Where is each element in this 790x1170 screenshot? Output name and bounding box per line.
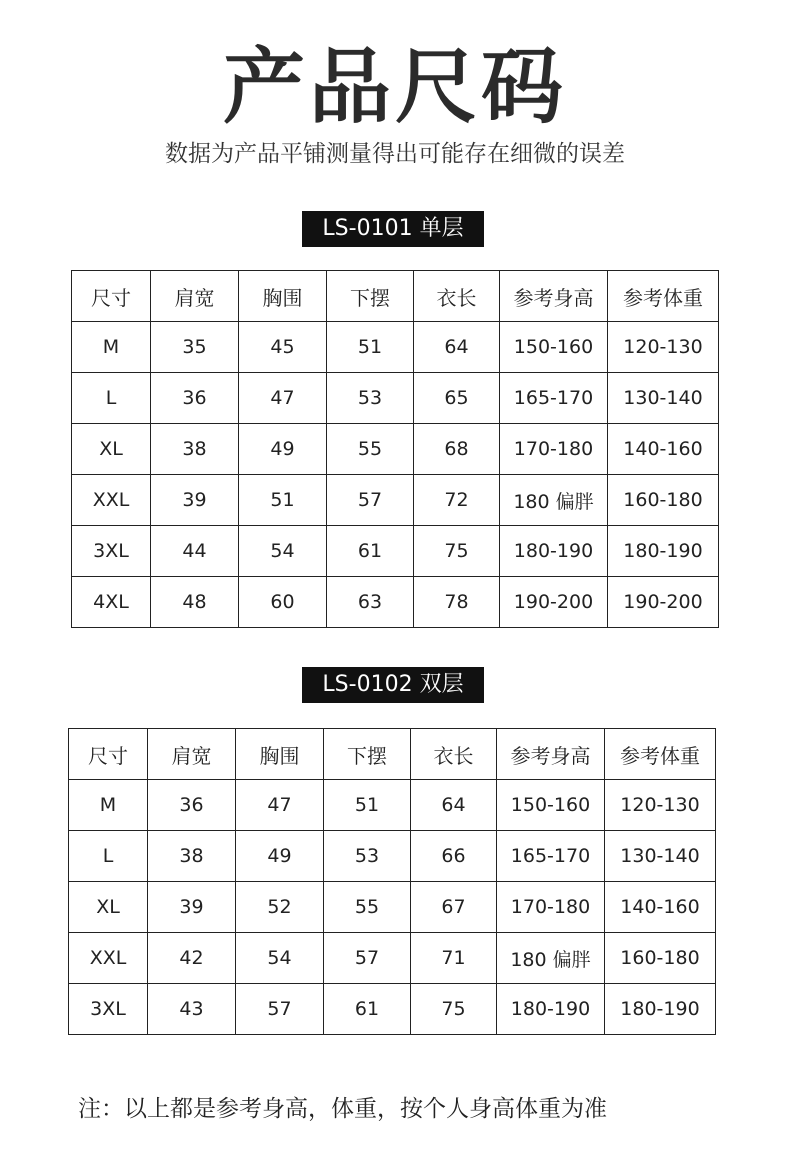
table-row [69, 882, 716, 933]
column-header: 下摆 [327, 271, 414, 322]
table-cell: 36 [148, 780, 236, 831]
table-row [69, 780, 716, 831]
table-cell: 54 [236, 933, 324, 984]
table-cell: 170-180 [500, 424, 608, 475]
size-cell: XXL [69, 933, 148, 984]
table-cell: 160-180 [605, 933, 716, 984]
table-cell: 35 [151, 322, 239, 373]
table-cell: 66 [411, 831, 497, 882]
size-cell: M [72, 322, 151, 373]
table-cell: 75 [411, 984, 497, 1035]
table-cell: 190-200 [608, 577, 719, 628]
table-cell: 57 [327, 475, 414, 526]
table-cell: 53 [327, 373, 414, 424]
size-cell: XL [72, 424, 151, 475]
size-cell: 4XL [72, 577, 151, 628]
table-cell: 51 [327, 322, 414, 373]
size-table-ls-0102 [68, 728, 716, 1035]
table-cell: 54 [239, 526, 327, 577]
page-title: 产品尺码 [222, 40, 567, 135]
table-cell: 140-160 [608, 424, 719, 475]
column-header: 参考体重 [608, 271, 719, 322]
table-cell: 165-170 [500, 373, 608, 424]
table-cell: 67 [411, 882, 497, 933]
table-cell: 165-170 [497, 831, 605, 882]
table-cell: 130-140 [605, 831, 716, 882]
size-cell: XXL [72, 475, 151, 526]
table-cell: 61 [324, 984, 411, 1035]
table-cell: 180-190 [608, 526, 719, 577]
table-cell: 180-190 [605, 984, 716, 1035]
page-subtitle: 数据为产品平铺测量得出可能存在细微的误差 [165, 141, 625, 167]
size-cell: 3XL [72, 526, 151, 577]
column-header: 下摆 [324, 729, 411, 780]
table-cell: 48 [151, 577, 239, 628]
table-cell: 120-130 [608, 322, 719, 373]
table-cell: 61 [327, 526, 414, 577]
table-cell: 130-140 [608, 373, 719, 424]
table-cell: 72 [414, 475, 500, 526]
column-header: 衣长 [411, 729, 497, 780]
table-cell: 120-130 [605, 780, 716, 831]
table-cell: 65 [414, 373, 500, 424]
size-cell: L [69, 831, 148, 882]
table-cell: 36 [151, 373, 239, 424]
table-header-row [69, 729, 716, 780]
table-row [72, 322, 719, 373]
table-cell: 190-200 [500, 577, 608, 628]
column-header: 参考身高 [500, 271, 608, 322]
table-cell: 78 [414, 577, 500, 628]
column-header: 参考体重 [605, 729, 716, 780]
table-cell: 170-180 [497, 882, 605, 933]
table-cell: 51 [239, 475, 327, 526]
table-row [69, 831, 716, 882]
table-cell: 47 [236, 780, 324, 831]
table-cell: 75 [414, 526, 500, 577]
column-header: 胸围 [236, 729, 324, 780]
table-cell: 57 [324, 933, 411, 984]
table-cell: 39 [151, 475, 239, 526]
table-cell: 49 [236, 831, 324, 882]
size-cell: M [69, 780, 148, 831]
column-header: 尺寸 [69, 729, 148, 780]
table-cell: 64 [414, 322, 500, 373]
table-cell: 51 [324, 780, 411, 831]
column-header: 尺寸 [72, 271, 151, 322]
table-cell: 71 [411, 933, 497, 984]
size-cell: L [72, 373, 151, 424]
table-cell: 140-160 [605, 882, 716, 933]
size-cell: XL [69, 882, 148, 933]
table-cell: 38 [151, 424, 239, 475]
table-cell: 68 [414, 424, 500, 475]
table-cell: 44 [151, 526, 239, 577]
table-cell: 53 [324, 831, 411, 882]
table-row [72, 373, 719, 424]
footnote: 注：以上都是参考身高，体重，按个人身高体重为准 [78, 1096, 607, 1122]
size-cell: 3XL [69, 984, 148, 1035]
column-header: 参考身高 [497, 729, 605, 780]
section-label-ls-0101: LS-0101 单层 [302, 211, 484, 247]
table-cell: 150-160 [500, 322, 608, 373]
table-cell: 45 [239, 322, 327, 373]
table-header-row [72, 271, 719, 322]
table-cell: 60 [239, 577, 327, 628]
table-cell: 38 [148, 831, 236, 882]
table-cell: 39 [148, 882, 236, 933]
table-cell: 47 [239, 373, 327, 424]
table-cell: 52 [236, 882, 324, 933]
table-cell: 42 [148, 933, 236, 984]
table-cell: 180-190 [497, 984, 605, 1035]
table-row [72, 475, 719, 526]
table-cell: 63 [327, 577, 414, 628]
table-cell: 43 [148, 984, 236, 1035]
column-header: 胸围 [239, 271, 327, 322]
table-cell: 49 [239, 424, 327, 475]
size-table-ls-0101 [71, 270, 719, 628]
table-cell: 180 偏胖 [500, 475, 608, 526]
table-cell: 180-190 [500, 526, 608, 577]
table-row [72, 526, 719, 577]
table-row [72, 424, 719, 475]
column-header: 衣长 [414, 271, 500, 322]
section-label-ls-0102: LS-0102 双层 [302, 667, 484, 703]
column-header: 肩宽 [151, 271, 239, 322]
table-cell: 150-160 [497, 780, 605, 831]
table-cell: 57 [236, 984, 324, 1035]
table-row [72, 577, 719, 628]
table-cell: 55 [327, 424, 414, 475]
table-row [69, 984, 716, 1035]
column-header: 肩宽 [148, 729, 236, 780]
table-cell: 180 偏胖 [497, 933, 605, 984]
table-cell: 64 [411, 780, 497, 831]
table-cell: 160-180 [608, 475, 719, 526]
table-cell: 55 [324, 882, 411, 933]
table-row [69, 933, 716, 984]
